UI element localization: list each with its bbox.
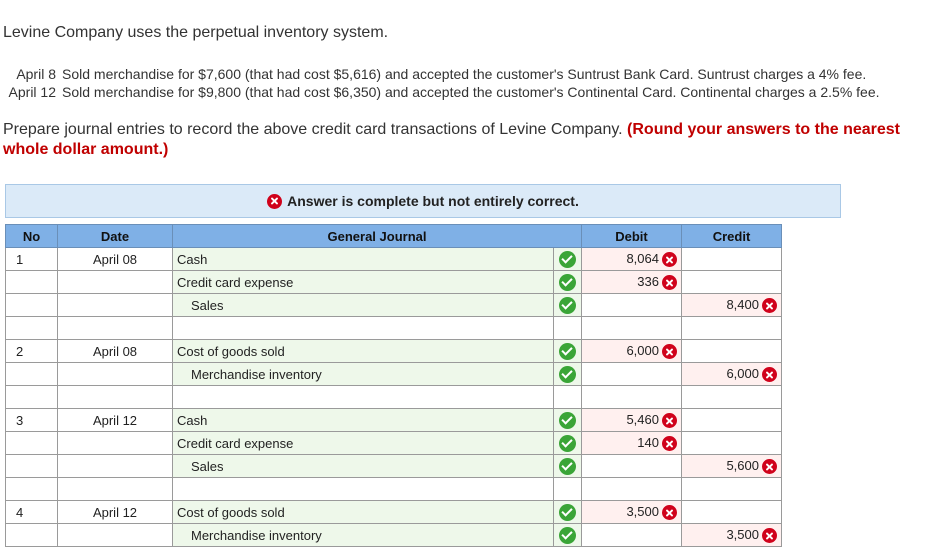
journal-row [6, 386, 782, 409]
credit-cell[interactable] [682, 501, 782, 524]
answer-status-text: Answer is complete but not entirely correct. [287, 193, 579, 209]
credit-cell[interactable] [682, 432, 782, 455]
check-circle-icon [559, 366, 576, 383]
debit-cell[interactable] [582, 271, 682, 294]
entry-number [6, 524, 58, 547]
journal-table [5, 224, 782, 547]
status-cell [554, 409, 582, 432]
x-circle-icon [662, 344, 677, 359]
journal-row [6, 317, 782, 340]
credit-amount: 3,500 [726, 526, 759, 542]
transaction-date: April 8 [16, 66, 56, 82]
x-circle-icon [762, 459, 777, 474]
debit-cell[interactable] [582, 501, 682, 524]
status-cell [554, 248, 582, 271]
account-cell[interactable]: Sales [173, 294, 554, 317]
status-cell [554, 294, 582, 317]
x-circle-icon [662, 436, 677, 451]
account-cell[interactable]: Sales [173, 455, 554, 478]
status-cell [554, 386, 582, 409]
status-cell [554, 271, 582, 294]
problem-intro: Levine Company uses the perpetual inventory system. [3, 24, 389, 41]
account-cell[interactable] [173, 386, 554, 409]
transaction-text: Sold merchandise for $9,800 (that had cost $6,350) and accepted the customer's Continental Card. Continental charges a 2.5% fee. [62, 84, 880, 100]
answer-status-banner [5, 184, 841, 218]
status-cell [554, 455, 582, 478]
debit-cell[interactable] [582, 386, 682, 409]
debit-cell[interactable] [582, 294, 682, 317]
status-cell [554, 524, 582, 547]
credit-cell[interactable] [682, 294, 782, 317]
debit-cell[interactable] [582, 478, 682, 501]
credit-cell[interactable] [682, 340, 782, 363]
entry-date[interactable]: April 12 [58, 409, 173, 432]
journal-row [6, 524, 782, 547]
account-cell[interactable]: Merchandise inventory [173, 363, 554, 386]
entry-date[interactable] [58, 455, 173, 478]
entry-number [6, 386, 58, 409]
entry-number [6, 455, 58, 478]
entry-number [6, 363, 58, 386]
entry-number: 1 [6, 248, 58, 271]
header-date: Date [58, 225, 173, 248]
entry-number: 4 [6, 501, 58, 524]
debit-cell[interactable] [582, 317, 682, 340]
entry-date[interactable] [58, 317, 173, 340]
entry-number [6, 478, 58, 501]
check-circle-icon [559, 527, 576, 544]
account-cell[interactable]: Cash [173, 409, 554, 432]
check-circle-icon [559, 504, 576, 521]
check-circle-icon [559, 343, 576, 360]
journal-row [6, 501, 782, 524]
journal-row [6, 455, 782, 478]
debit-amount: 140 [637, 434, 659, 450]
credit-amount: 6,000 [726, 365, 759, 381]
credit-cell[interactable] [682, 409, 782, 432]
status-cell [554, 363, 582, 386]
account-cell[interactable]: Credit card expense [173, 271, 554, 294]
debit-amount: 5,460 [626, 411, 659, 427]
journal-row [6, 409, 782, 432]
entry-number [6, 294, 58, 317]
entry-date[interactable] [58, 386, 173, 409]
check-circle-icon [559, 251, 576, 268]
entry-date[interactable]: April 08 [58, 340, 173, 363]
entry-date[interactable] [58, 271, 173, 294]
entry-number [6, 271, 58, 294]
credit-amount: 8,400 [726, 296, 759, 312]
transaction-line [0, 66, 866, 82]
check-circle-icon [559, 412, 576, 429]
credit-cell[interactable] [682, 248, 782, 271]
credit-cell[interactable] [682, 386, 782, 409]
instructions [3, 120, 938, 160]
debit-cell[interactable] [582, 524, 682, 547]
account-cell[interactable] [173, 478, 554, 501]
entry-date[interactable] [58, 363, 173, 386]
instructions-text: Prepare journal entries to record the above credit card transactions of Levine Company. [3, 121, 623, 138]
debit-cell[interactable] [582, 432, 682, 455]
x-circle-icon [662, 252, 677, 267]
check-circle-icon [559, 458, 576, 475]
status-cell [554, 432, 582, 455]
entry-date[interactable] [58, 478, 173, 501]
entry-date[interactable]: April 12 [58, 501, 173, 524]
account-cell[interactable] [173, 317, 554, 340]
status-cell [554, 317, 582, 340]
x-circle-icon [662, 505, 677, 520]
debit-cell[interactable] [582, 455, 682, 478]
credit-cell[interactable] [682, 455, 782, 478]
debit-amount: 3,500 [626, 503, 659, 519]
x-circle-icon [267, 194, 282, 209]
credit-cell[interactable] [682, 317, 782, 340]
debit-amount: 6,000 [626, 342, 659, 358]
status-cell [554, 478, 582, 501]
debit-cell[interactable] [582, 340, 682, 363]
entry-date[interactable] [58, 524, 173, 547]
entry-date[interactable]: April 08 [58, 248, 173, 271]
transaction-text: Sold merchandise for $7,600 (that had cost $5,616) and accepted the customer's Suntrust Bank Card. Suntrust charges a 4% fee. [62, 66, 867, 82]
journal-row [6, 271, 782, 294]
debit-amount: 336 [637, 273, 659, 289]
entry-number [6, 317, 58, 340]
entry-number: 3 [6, 409, 58, 432]
x-circle-icon [662, 413, 677, 428]
x-circle-icon [762, 367, 777, 382]
entry-number: 2 [6, 340, 58, 363]
header-no: No [6, 225, 58, 248]
credit-cell[interactable] [682, 478, 782, 501]
credit-amount: 5,600 [726, 457, 759, 473]
check-circle-icon [559, 297, 576, 314]
account-cell[interactable]: Cost of goods sold [173, 340, 554, 363]
account-cell[interactable]: Cash [173, 248, 554, 271]
x-circle-icon [662, 275, 677, 290]
check-circle-icon [559, 274, 576, 291]
header-credit: Credit [682, 225, 782, 248]
journal-row [6, 248, 782, 271]
status-cell [554, 501, 582, 524]
journal-row [6, 478, 782, 501]
credit-cell[interactable] [682, 524, 782, 547]
header-general-journal: General Journal [173, 225, 582, 248]
credit-cell[interactable] [682, 363, 782, 386]
journal-header-row [6, 225, 782, 248]
debit-cell[interactable] [582, 248, 682, 271]
rounding-note: (Round your answers to the nearest whole dollar amount.) [3, 121, 900, 158]
debit-amount: 8,064 [626, 250, 659, 266]
status-cell [554, 340, 582, 363]
entry-date[interactable] [58, 294, 173, 317]
debit-cell[interactable] [582, 409, 682, 432]
account-cell[interactable]: Credit card expense [173, 432, 554, 455]
journal-body [6, 248, 782, 547]
x-circle-icon [762, 528, 777, 543]
account-cell[interactable]: Cost of goods sold [173, 501, 554, 524]
entry-number [6, 432, 58, 455]
account-cell[interactable]: Merchandise inventory [173, 524, 554, 547]
journal-row [6, 340, 782, 363]
journal-row [6, 294, 782, 317]
entry-date[interactable] [58, 432, 173, 455]
header-debit: Debit [582, 225, 682, 248]
debit-cell[interactable] [582, 363, 682, 386]
credit-cell[interactable] [682, 271, 782, 294]
journal-row [6, 432, 782, 455]
transaction-date: April 12 [8, 84, 56, 100]
x-circle-icon [762, 298, 777, 313]
check-circle-icon [559, 435, 576, 452]
transaction-line [0, 84, 880, 100]
journal-row [6, 363, 782, 386]
